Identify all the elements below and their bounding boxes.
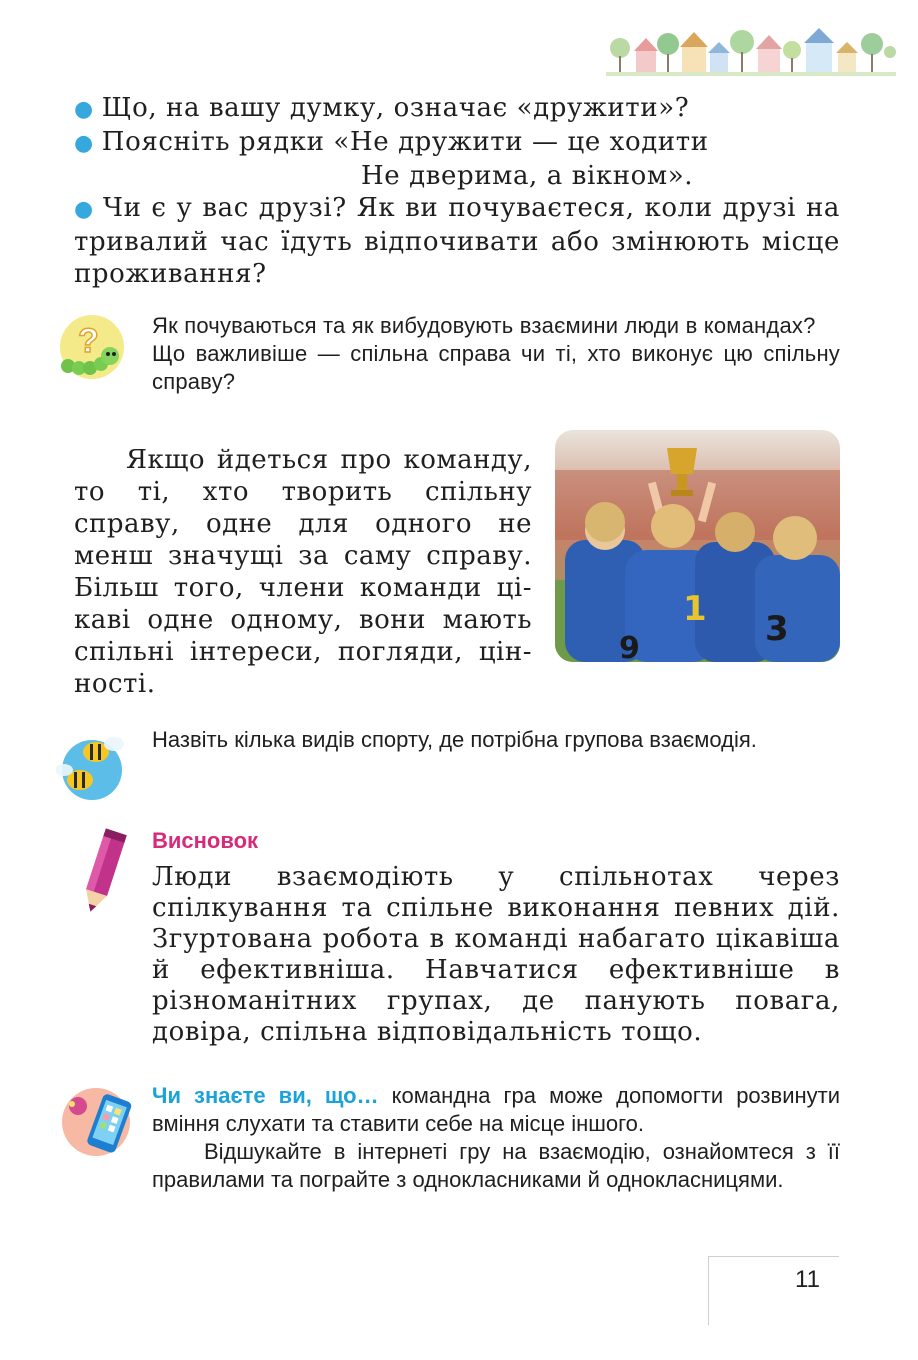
question-3: ● Чи є у вас друзі? Як ви почуваєтеся, коли друзі на тривалий час їдуть відпочивати або змінюють місце проживання? [74, 193, 840, 289]
team-line: Більш того, члени команди ці- [74, 573, 532, 603]
team-line: спільні інтереси, погляди, цін- [74, 637, 532, 667]
question-caterpillar-icon [54, 314, 130, 380]
team-paragraph [74, 444, 532, 700]
did-you-know-box [152, 1082, 840, 1194]
team-line: справу, одне для одного не [74, 509, 532, 539]
think-box [152, 312, 840, 396]
conclusion-title: Висновок [152, 828, 259, 853]
discussion-questions [74, 92, 840, 290]
page-number: 11 [795, 1266, 820, 1293]
bullet-icon: ● [74, 97, 94, 122]
did-you-know-text: командна гра може допомогти розвинути вміння слухати та ставити себе на місце іншого. [152, 1083, 840, 1136]
team-line: то ті, хто творить спільну [74, 477, 532, 507]
svg-text:3: 3 [765, 609, 789, 649]
did-you-know-paragraph [152, 1082, 840, 1138]
svg-text:9: 9 [619, 631, 640, 662]
svg-text:1: 1 [683, 589, 707, 629]
bees-icon [56, 730, 134, 800]
header-houses-illustration [606, 20, 896, 80]
question-1: ● Що, на вашу думку, означає «дружити»? [74, 93, 690, 123]
bullet-icon: ● [74, 131, 94, 156]
task-text: Назвіть кілька видів спорту, де потрібна групова взаємодія. [152, 727, 757, 752]
think-question-1: Як почуваються та як вибудовують взаємини люди в командах? [152, 313, 816, 338]
did-you-know-lead: Чи знаєте ви, що… [152, 1083, 379, 1108]
conclusion-text [74, 862, 840, 1048]
team-line: ності. [74, 669, 156, 699]
team-trophy-photo [555, 430, 840, 662]
question-2: ● Поясніть рядки «Не дружити — це ходити [74, 127, 709, 157]
conclusion-body: Люди взаємодіють у спільнотах через спілкування та спільне виконання певних дій. Згуртована робота в команді набагато цікавіша й ефективніша. Навчатися ефективніше в різноманітних групах, де панують повага, довіра, спільна відповідальність тощо. [152, 862, 840, 1047]
team-line: каві одне одному, вони мають [74, 605, 532, 635]
team-line: менш значущі за саму справу. [74, 541, 532, 571]
bullet-icon: ● [74, 197, 95, 222]
svg-text:?: ? [78, 322, 99, 360]
did-you-know-task: Відшукайте в інтернеті гру на взаємодію, ознайомтеся з її правилами та пограйте з однокласниками й однокласницями. [152, 1139, 840, 1192]
team-line: Якщо йдеться про команду, [126, 445, 532, 475]
phone-icon [58, 1080, 138, 1162]
question-2-continuation: Не дверима, а вікном». [361, 161, 694, 191]
think-question-2: Що важливіше — спільна справа чи ті, хто виконує цю спільну справу? [152, 341, 840, 394]
